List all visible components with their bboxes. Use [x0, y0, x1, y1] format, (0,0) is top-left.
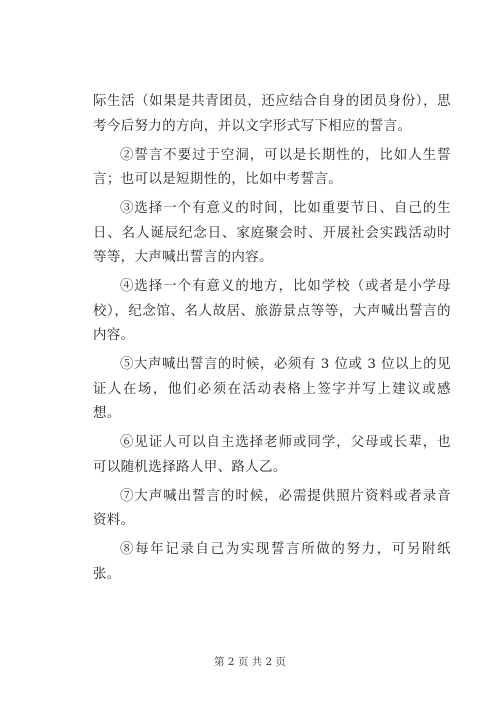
document-body — [93, 90, 451, 587]
paragraph-item-5: ⑤大声喊出誓言的时候，必须有 3 位或 3 位以上的见证人在场，他们必须在活动表格上签字并写上建议或感想。 — [93, 357, 451, 421]
paragraph-item-6: ⑥见证人可以自主选择老师或同学，父母或长辈，也可以随机选择路人甲、路人乙。 — [93, 435, 451, 475]
paragraph-item-8: ⑧每年记录自己为实现誓言所做的努力，可另附纸张。 — [93, 542, 451, 582]
paragraph-item-7: ⑦大声喊出誓言的时候，必需提供照片资料或者录音资料。 — [93, 488, 451, 528]
paragraph-item-4: ④选择一个有意义的地方，比如学校（或者是小学母校），纪念馆、名人故居、旅游景点等等，大声喊出誓言的内容。 — [93, 279, 451, 343]
paragraph-item-3: ③选择一个有意义的时间，比如重要节日、自己的生日、名人诞辰纪念日、家庭聚会时、开展社会实践活动时等等，大声喊出誓言的内容。 — [93, 201, 451, 265]
page-number-footer: 第 2 页 共 2 页 — [213, 656, 287, 668]
paragraph-continuation: 际生活（如果是共青团员，还应结合自身的团员身份），思考今后努力的方向，并以文字形式写下相应的誓言。 — [93, 94, 451, 134]
paragraph-item-2: ②誓言不要过于空洞，可以是长期性的，比如人生誓言；也可以是短期性的，比如中考誓言。 — [93, 147, 451, 187]
